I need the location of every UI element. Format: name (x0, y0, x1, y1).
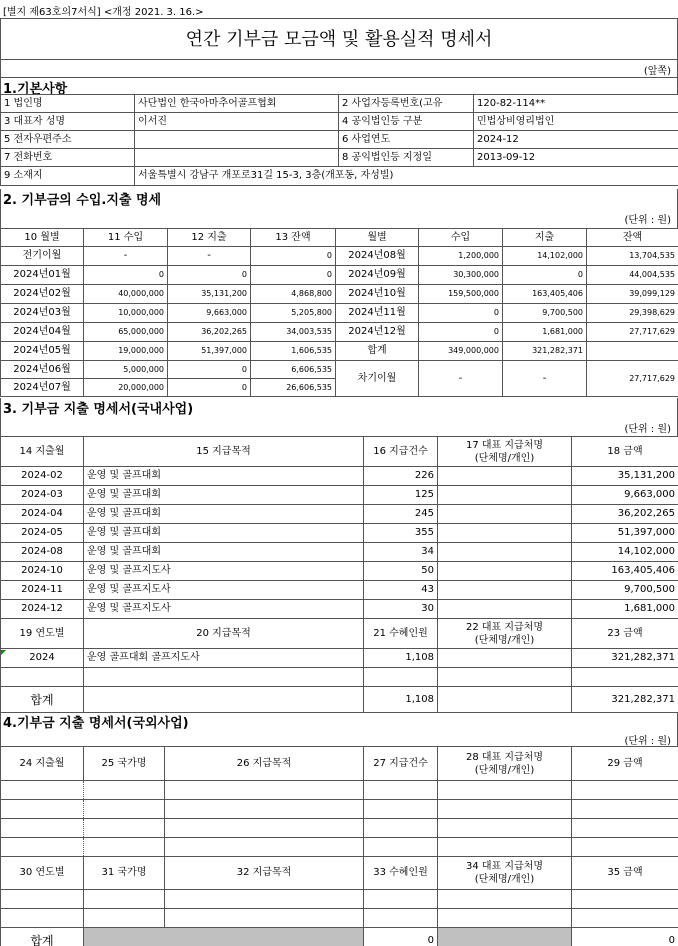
month-cell: 2024년04월 (1, 323, 84, 342)
domestic-expense-table (0, 436, 678, 713)
shaded-cell (438, 928, 572, 946)
month-cell: 2024년08월 (336, 247, 419, 266)
amount-cell: 6,606,535 (251, 361, 336, 379)
amount-cell: 35,131,200 (168, 285, 251, 304)
amount-cell: 0 (503, 266, 587, 285)
amount-cell: 27,717,629 (587, 323, 678, 342)
col-header: 월별 (336, 229, 419, 247)
month-cell: 2024-03 (1, 486, 84, 505)
payee-cell (438, 467, 572, 486)
col-header: 29 금액 (572, 747, 678, 781)
count-cell: 0 (364, 928, 438, 946)
amount-cell: 9,700,500 (572, 581, 678, 600)
purpose-cell: 운영 및 골프지도사 (84, 600, 364, 619)
payee-cell (438, 562, 572, 581)
month-cell: 2024-08 (1, 543, 84, 562)
col-header: 22 대표 지급처명 (단체명/개인) (438, 619, 572, 649)
amount-cell: - (419, 361, 503, 397)
purpose-cell: 운영 및 골프대회 (84, 505, 364, 524)
value (135, 131, 339, 149)
amount-cell: 321,282,371 (572, 649, 678, 668)
purpose-cell: 운영 및 골프대회 (84, 543, 364, 562)
unit-label: (단위 : 원) (624, 736, 671, 747)
month-cell: 2024년10월 (336, 285, 419, 304)
amount-cell: 0 (572, 928, 678, 946)
purpose-cell: 운영 및 골프대회 (84, 524, 364, 543)
count-cell: 245 (364, 505, 438, 524)
amount-cell: 349,000,000 (419, 342, 503, 361)
payee-cell (438, 486, 572, 505)
amount-cell (587, 342, 678, 361)
col-header: 수입 (419, 229, 503, 247)
income-expense-table (0, 228, 678, 397)
payee-cell (438, 543, 572, 562)
payee-cell (438, 581, 572, 600)
unit-label: (단위 : 원) (624, 215, 671, 226)
amount-cell: 30,300,000 (419, 266, 503, 285)
col-header: 21 수혜인원 (364, 619, 438, 649)
month-cell: 2024년12월 (336, 323, 419, 342)
count-cell: 125 (364, 486, 438, 505)
amount-cell: 20,000,000 (84, 379, 168, 397)
month-cell: 2024년11월 (336, 304, 419, 323)
purpose-cell: 운영 골프대회 골프지도사 (84, 649, 364, 668)
amount-cell: 36,202,265 (572, 505, 678, 524)
document-title: 연간 기부금 모금액 및 활용실적 명세서 (0, 18, 678, 60)
form-label: [별지 제63호의7서식] <개정 2021. 3. 16.> (3, 7, 204, 18)
amount-cell: 14,102,000 (503, 247, 587, 266)
basic-info-table (0, 94, 678, 186)
col-header: 17 대표 지급처명 (단체명/개인) (438, 437, 572, 467)
value (135, 149, 339, 167)
col-header: 33 수혜인원 (364, 857, 438, 890)
amount-cell: 9,700,500 (503, 304, 587, 323)
amount-cell: 27,717,629 (587, 361, 678, 397)
purpose-cell: 운영 및 골프지도사 (84, 562, 364, 581)
amount-cell: 1,681,000 (503, 323, 587, 342)
col-header: 12 지출 (168, 229, 251, 247)
payee-cell (438, 524, 572, 543)
amount-cell: 1,200,000 (419, 247, 503, 266)
col-header: 28 대표 지급처명 (단체명/개인) (438, 747, 572, 781)
unit-label: (단위 : 원) (624, 424, 671, 435)
payee-cell (438, 649, 572, 668)
label: 5 전자우편주소 (1, 131, 135, 149)
amount-cell: 5,205,800 (251, 304, 336, 323)
col-header: 26 지급목적 (165, 747, 364, 781)
payee-cell (438, 600, 572, 619)
col-header: 14 지출월 (1, 437, 84, 467)
purpose-cell: 운영 및 골프지도사 (84, 581, 364, 600)
amount-cell: 35,131,200 (572, 467, 678, 486)
amount-cell: 1,681,000 (572, 600, 678, 619)
month-cell: 2024-12 (1, 600, 84, 619)
col-header: 20 지급목적 (84, 619, 364, 649)
page-side-label: (앞쪽) (643, 66, 671, 77)
amount-cell: 0 (419, 304, 503, 323)
month-cell: 2024년09월 (336, 266, 419, 285)
section-3-title: 3. 기부금 지출 명세서(국내사업) (0, 398, 678, 416)
amount-cell: 14,102,000 (572, 543, 678, 562)
month-cell: 2024-11 (1, 581, 84, 600)
amount-cell: 0 (168, 379, 251, 397)
count-cell: 34 (364, 543, 438, 562)
amount-cell: 9,663,000 (572, 486, 678, 505)
col-header: 19 연도별 (1, 619, 84, 649)
value: 2013-09-12 (474, 149, 678, 167)
count-cell: 1,108 (364, 649, 438, 668)
amount-cell: 0 (251, 266, 336, 285)
month-cell: 2024년01월 (1, 266, 84, 285)
payee-cell (438, 687, 572, 713)
carry-forward-label: 차기이월 (336, 361, 419, 397)
col-header: 23 금액 (572, 619, 678, 649)
amount-cell: 26,606,535 (251, 379, 336, 397)
amount-cell: 44,004,535 (587, 266, 678, 285)
label: 2 사업자등록번호(고유 (339, 95, 474, 113)
col-header: 34 대표 지급처명 (단체명/개인) (438, 857, 572, 890)
amount-cell: 51,397,000 (572, 524, 678, 543)
value: 민법상비영리법인 (474, 113, 678, 131)
shaded-cell (84, 928, 364, 946)
month-cell: 2024-05 (1, 524, 84, 543)
amount-cell: 0 (168, 361, 251, 379)
amount-cell: 29,398,629 (587, 304, 678, 323)
month-cell: 2024년03월 (1, 304, 84, 323)
cell-comment-marker (1, 650, 6, 655)
total-label: 합계 (336, 342, 419, 361)
amount-cell: 1,606,535 (251, 342, 336, 361)
overseas-expense-table (0, 746, 678, 946)
value: 서울특별시 강남구 개포로31길 15-3, 3층(개포동, 자성빌) (135, 167, 678, 186)
amount-cell: 0 (251, 247, 336, 266)
value: 이서진 (135, 113, 339, 131)
col-header: 32 지급목적 (165, 857, 364, 890)
amount-cell: 9,663,000 (168, 304, 251, 323)
col-header: 지출 (503, 229, 587, 247)
amount-cell: 10,000,000 (84, 304, 168, 323)
label: 7 전화번호 (1, 149, 135, 167)
col-header: 13 잔액 (251, 229, 336, 247)
total-label: 합계 (1, 928, 84, 946)
col-header: 16 지급건수 (364, 437, 438, 467)
amount-cell: - (503, 361, 587, 397)
label: 4 공익법인등 구분 (339, 113, 474, 131)
count-cell: 226 (364, 467, 438, 486)
amount-cell: - (84, 247, 168, 266)
label: 8 공익법인등 지정일 (339, 149, 474, 167)
amount-cell: 5,000,000 (84, 361, 168, 379)
amount-cell: 19,000,000 (84, 342, 168, 361)
section-2-title: 2. 기부금의 수입.지출 명세 (0, 189, 678, 207)
col-header: 15 지급목적 (84, 437, 364, 467)
col-header: 25 국가명 (84, 747, 165, 781)
purpose-cell (84, 687, 364, 713)
col-header: 31 국가명 (84, 857, 165, 890)
amount-cell: 0 (419, 323, 503, 342)
total-label: 합계 (1, 687, 84, 713)
amount-cell: - (168, 247, 251, 266)
amount-cell: 163,405,406 (572, 562, 678, 581)
amount-cell: 13,704,535 (587, 247, 678, 266)
count-cell: 30 (364, 600, 438, 619)
month-cell: 2024년07월 (1, 379, 84, 397)
col-header: 18 금액 (572, 437, 678, 467)
month-cell: 2024-04 (1, 505, 84, 524)
value: 120-82-114** (474, 95, 678, 113)
count-cell: 50 (364, 562, 438, 581)
value: 사단법인 한국아마추어골프협회 (135, 95, 339, 113)
amount-cell: 321,282,371 (503, 342, 587, 361)
section-4-title: 4.기부금 지출 명세서(국외사업) (0, 712, 678, 729)
section-1-title: 1.기본사항 (0, 77, 678, 94)
month-cell: 2024년05월 (1, 342, 84, 361)
count-cell: 355 (364, 524, 438, 543)
col-header: 잔액 (587, 229, 678, 247)
month-cell: 2024년06월 (1, 361, 84, 379)
col-header: 27 지급건수 (364, 747, 438, 781)
amount-cell: 39,099,129 (587, 285, 678, 304)
col-header: 10 월별 (1, 229, 84, 247)
amount-cell: 321,282,371 (572, 687, 678, 713)
payee-cell (438, 505, 572, 524)
col-header: 24 지출월 (1, 747, 84, 781)
col-header: 30 연도별 (1, 857, 84, 890)
amount-cell: 51,397,000 (168, 342, 251, 361)
col-header: 11 수입 (84, 229, 168, 247)
amount-cell: 163,405,406 (503, 285, 587, 304)
amount-cell: 40,000,000 (84, 285, 168, 304)
month-cell: 2024-02 (1, 467, 84, 486)
label: 9 소재지 (1, 167, 135, 186)
amount-cell: 0 (168, 266, 251, 285)
count-cell: 1,108 (364, 687, 438, 713)
label: 1 법인명 (1, 95, 135, 113)
amount-cell: 65,000,000 (84, 323, 168, 342)
label: 3 대표자 성명 (1, 113, 135, 131)
month-cell: 전기이월 (1, 247, 84, 266)
amount-cell: 4,868,800 (251, 285, 336, 304)
month-cell: 2024-10 (1, 562, 84, 581)
label: 6 사업연도 (339, 131, 474, 149)
year-cell: 2024 (1, 649, 84, 668)
amount-cell: 159,500,000 (419, 285, 503, 304)
col-header: 35 금액 (572, 857, 678, 890)
amount-cell: 36,202,265 (168, 323, 251, 342)
amount-cell: 0 (84, 266, 168, 285)
month-cell: 2024년02월 (1, 285, 84, 304)
amount-cell: 34,003,535 (251, 323, 336, 342)
purpose-cell: 운영 및 골프대회 (84, 467, 364, 486)
purpose-cell: 운영 및 골프대회 (84, 486, 364, 505)
value: 2024-12 (474, 131, 678, 149)
count-cell: 43 (364, 581, 438, 600)
